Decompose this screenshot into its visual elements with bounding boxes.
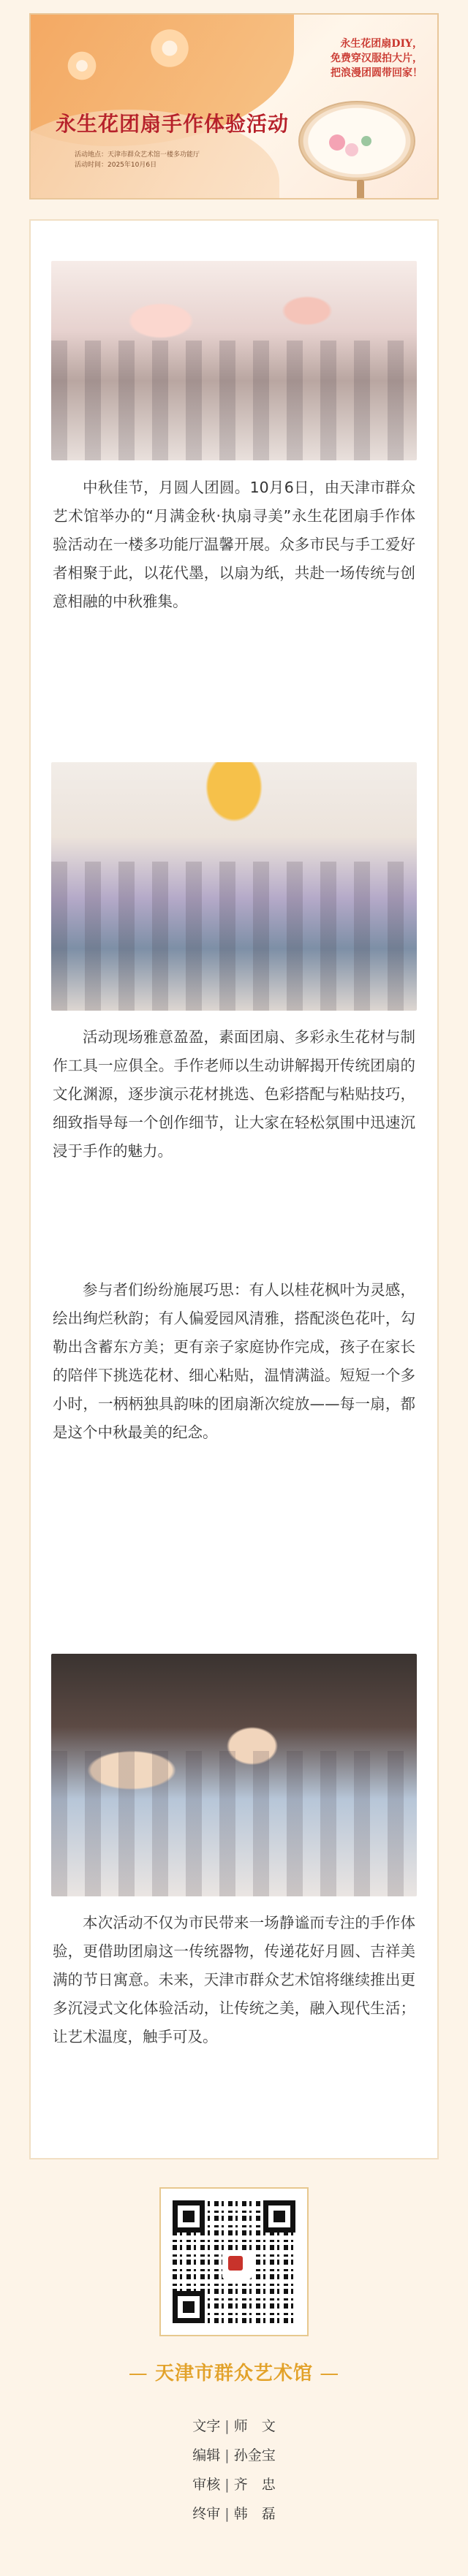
banner-title: 永生花团扇手作体验活动 xyxy=(56,112,290,136)
qr-logo-icon xyxy=(222,2250,252,2279)
fan-flower xyxy=(345,143,358,156)
qr-finder xyxy=(173,2200,205,2233)
banner-flower xyxy=(140,19,199,77)
credit-role: 终审 xyxy=(192,2506,221,2522)
credit-separator: | xyxy=(224,2477,230,2493)
banner-info xyxy=(75,150,200,170)
event-banner xyxy=(29,13,439,200)
event-time: 活动时间：2025年10月6日 xyxy=(75,162,157,169)
organization-name xyxy=(0,2358,468,2385)
credit-name: 孙金宝 xyxy=(233,2447,276,2463)
credit-name: 齐 忠 xyxy=(233,2477,276,2493)
photo-content xyxy=(51,341,417,460)
credit-name: 师 文 xyxy=(233,2418,276,2434)
article-paragraph: 参与者们纷纷施展巧思：有人以桂花枫叶为灵感，绘出绚烂秋韵；有人偏爱园风清雅，搭配淡色花叶，勾勒出含蓄东方美；更有亲子家庭协作完成，孩子在家长的陪伴下挑选花材、细心粘贴，温情满溢。短短一个多小时，一柄柄独具韵味的团扇渐次绽放——每一扇，都是这个中秋最美的纪念。 xyxy=(53,1281,415,1441)
article-paragraph: 中秋佳节，月圆人团圆。10月6日，由天津市群众艺术馆举办的“月满金秋·执扇寻美”永生花团扇手作体验活动在一楼多功能厅温馨开展。众多市民与手工爱好者相聚于此，以花代墨，以扇为纸，共赴一场传统与创意相融的中秋雅集。 xyxy=(53,479,415,610)
credit-role: 审核 xyxy=(192,2477,221,2493)
fan-flower xyxy=(361,136,371,146)
slogan-line: 把浪漫团圆带回家！ xyxy=(331,67,423,79)
fan-flower xyxy=(329,134,345,151)
article-paragraph: 活动现场雅意盈盈，素面团扇、多彩永生花材与制作工具一应俱全。手作老师以生动讲解揭开传统团扇的文化渊源，逐步演示花材挑选、色彩搭配与粘贴技巧，细致指导每一个创作细节，让大家在轻松氛围中迅速沉浸于手作的魅力。 xyxy=(53,1028,415,1160)
qr-finder xyxy=(263,2200,295,2233)
photo-content xyxy=(51,862,417,1011)
round-fan-illustration xyxy=(298,101,415,181)
divider-dash: — xyxy=(313,2363,340,2385)
credit-separator: | xyxy=(224,2506,230,2522)
article-paragraph: 本次活动不仅为市民带来一场静谧而专注的手作体验，更借助团扇这一传统器物，传递花好月圆、吉祥美满的节日寓意。未来，天津市群众艺术馆将继续推出更多沉浸式文化体验活动，让传统之美，融入现代生活；让艺术温度，触手可及。 xyxy=(53,1914,415,2045)
activity-photo-children xyxy=(51,1654,417,1896)
credit-row xyxy=(0,2441,468,2470)
credit-role: 编辑 xyxy=(192,2447,221,2463)
credit-role: 文字 xyxy=(192,2418,221,2434)
credits xyxy=(0,2412,468,2528)
qr-code[interactable] xyxy=(159,2187,309,2336)
activity-photo-group xyxy=(51,762,417,1011)
banner-flower xyxy=(60,44,104,88)
qr-finder xyxy=(173,2291,205,2323)
photo-content xyxy=(51,1751,417,1896)
organization-label: 天津市群众艺术馆 xyxy=(154,2363,313,2385)
credit-row xyxy=(0,2470,468,2499)
credit-separator: | xyxy=(224,2418,230,2434)
event-location: 活动地点：天津市群众艺术馆一楼多功能厅 xyxy=(75,151,200,159)
banner-slogan xyxy=(254,37,423,80)
slogan-line: 永生花团扇DIY， xyxy=(340,38,423,50)
divider-dash: — xyxy=(128,2363,155,2385)
credit-separator: | xyxy=(224,2447,230,2463)
activity-photo-workshop xyxy=(51,261,417,460)
credit-row xyxy=(0,2412,468,2441)
credit-row xyxy=(0,2499,468,2528)
fan-handle xyxy=(357,180,364,200)
slogan-line: 免费穿汉服拍大片， xyxy=(331,53,423,64)
credit-name: 韩 磊 xyxy=(233,2506,276,2522)
